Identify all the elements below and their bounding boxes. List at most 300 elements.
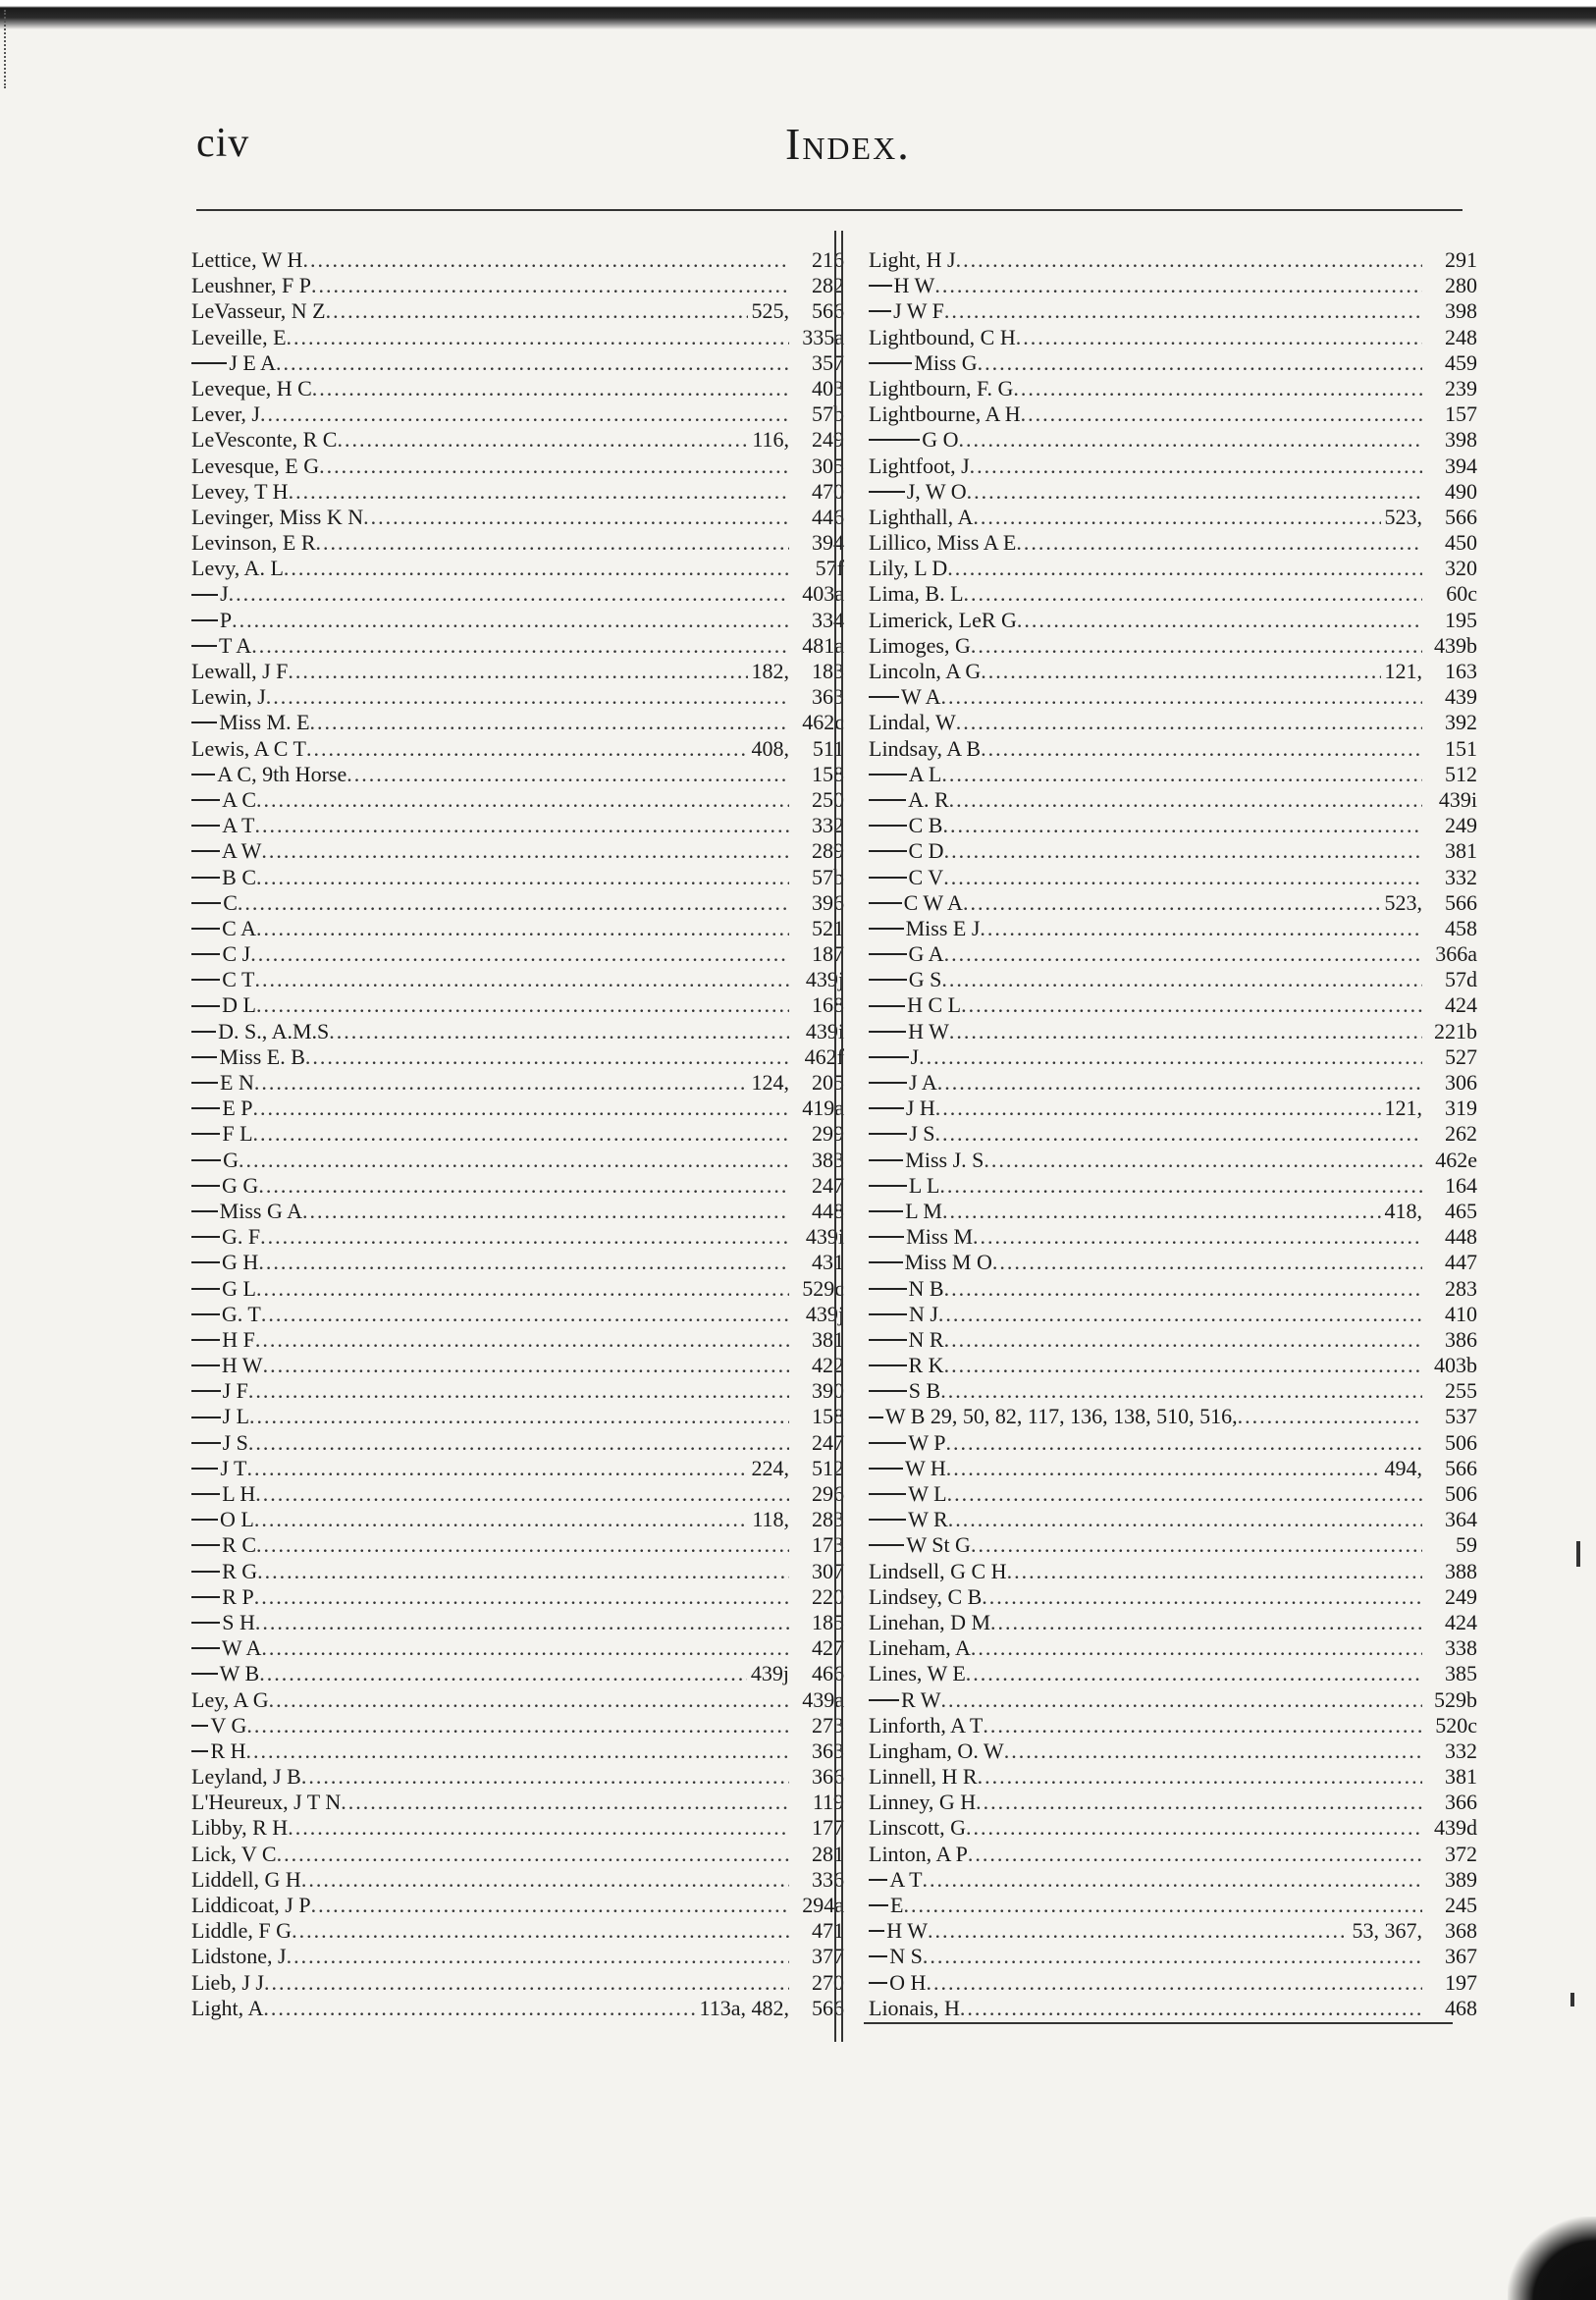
entry-name: Linforth, A T [869, 1712, 984, 1738]
dot-leader [264, 1970, 789, 1996]
index-entry [191, 1430, 844, 1456]
entry-page-number: 195 [1445, 607, 1477, 632]
entry-name: G [223, 1147, 239, 1172]
entry-page-number: 439i [805, 1018, 844, 1043]
entry-page-number: 450 [1445, 530, 1477, 556]
ditto-dash [191, 1313, 220, 1315]
dot-leader [301, 1764, 789, 1790]
entry-name: N R [908, 1326, 944, 1352]
entry-name: R C [222, 1532, 257, 1558]
entry-name: J W F [893, 298, 944, 324]
dot-leader [256, 916, 789, 941]
dot-leader [961, 992, 1422, 1018]
index-entry [869, 1404, 1477, 1429]
entry-name: G A [908, 941, 944, 967]
index-entry [869, 659, 1477, 684]
entry-page-number: 403 [812, 375, 844, 401]
entry-name: G H [222, 1250, 259, 1275]
dot-leader [923, 1944, 1422, 1969]
dot-leader [238, 890, 789, 916]
dot-leader [288, 659, 747, 684]
entry-name: R H [210, 1738, 246, 1763]
entry-name: Miss J. S [905, 1147, 984, 1172]
entry-page-number: 245 [1445, 1893, 1477, 1917]
dot-leader [944, 1327, 1422, 1353]
entry-page-number: 372 [1445, 1841, 1477, 1866]
index-entry [869, 454, 1477, 479]
index-entry [191, 890, 844, 916]
index-entry [869, 1224, 1477, 1250]
index-entry [869, 1764, 1477, 1790]
entry-name: Leyland, J B [191, 1764, 301, 1790]
index-entry [869, 1584, 1477, 1610]
entry-name: G. T [221, 1301, 261, 1326]
ditto-dash [869, 1364, 907, 1366]
entry-page-number: 462f [804, 1043, 844, 1069]
ditto-dash [869, 1442, 906, 1444]
dot-leader [919, 1044, 1422, 1070]
entry-page-number: 511 [812, 735, 844, 761]
entry-page-number: 319 [1445, 1096, 1477, 1121]
entry-name: Lidstone, J [191, 1944, 287, 1969]
index-entry [869, 865, 1477, 890]
ditto-dash [191, 1107, 220, 1109]
index-entry [191, 838, 844, 864]
dot-leader [239, 1148, 789, 1173]
index-entry [869, 325, 1477, 350]
dot-leader [941, 684, 1422, 710]
dot-leader [287, 325, 789, 350]
dot-leader [938, 1302, 1422, 1327]
entry-page-number: 158 [812, 761, 844, 786]
entry-name: H W [908, 1018, 949, 1043]
entry-page-number: 403a [802, 581, 844, 607]
dot-leader [1004, 1738, 1422, 1764]
index-entry [191, 1019, 844, 1044]
entry-name: Lineham, A [869, 1635, 971, 1661]
entry-name: C [223, 889, 238, 915]
entry-name: Levesque, E G [191, 453, 320, 478]
ditto-dash [191, 1673, 218, 1675]
entry-page-number: 364 [1445, 1507, 1477, 1532]
ditto-dash [869, 1031, 906, 1033]
index-entry [191, 1815, 844, 1841]
entry-name: N B [908, 1275, 944, 1301]
entry-name: A. R [908, 786, 949, 812]
entry-name: Lever, J [191, 401, 260, 427]
entry-page-number: 305 [812, 453, 844, 478]
entry-name: W P [908, 1429, 946, 1455]
entry-name: Miss E J [905, 915, 981, 940]
index-entry [191, 787, 844, 813]
dot-leader [255, 1481, 789, 1507]
dot-leader [934, 273, 1422, 298]
dot-leader [971, 1532, 1422, 1558]
ditto-dash [191, 594, 218, 596]
ditto-dash [191, 1417, 221, 1418]
ditto-dash [191, 979, 220, 981]
ditto-dash [869, 1261, 903, 1263]
entry-page-number: 419a [802, 1096, 844, 1121]
index-entry [869, 1918, 1477, 1944]
entry-name: Lightbourn, F. G [869, 375, 1014, 401]
entry-name: J, W O [906, 478, 967, 504]
entry-name: W R [908, 1507, 948, 1532]
ditto-dash [869, 362, 912, 364]
dot-leader [301, 1867, 789, 1893]
dot-leader [310, 710, 789, 735]
ditto-dash [191, 1493, 220, 1495]
entry-page-number: 247 [812, 1172, 844, 1198]
entry-name: LeVasseur, N Z [191, 298, 326, 324]
index-entry [869, 608, 1477, 633]
entry-page-number: 566 [1445, 1455, 1477, 1480]
entry-extra-pages: 121, [1384, 659, 1422, 683]
index-entry [869, 1148, 1477, 1173]
entry-name: W A [901, 684, 941, 710]
ditto-dash [869, 1390, 907, 1392]
dot-leader [288, 1815, 789, 1841]
ditto-dash [191, 1647, 220, 1649]
dot-leader [292, 1918, 789, 1944]
index-entry [191, 736, 844, 762]
entry-page-number: 520c [1435, 1712, 1477, 1738]
entry-page-number: 336 [812, 1866, 844, 1892]
index-entry [869, 247, 1477, 273]
dot-leader [967, 479, 1422, 505]
entry-page-number: 168 [812, 992, 844, 1018]
entry-page-number: 398 [1445, 298, 1477, 324]
index-column-left [191, 247, 844, 2021]
index-entry [191, 1378, 844, 1404]
index-entry [191, 247, 844, 273]
ditto-dash [191, 1596, 220, 1598]
index-entry [869, 479, 1477, 505]
dot-leader [978, 350, 1422, 376]
index-entry [191, 427, 844, 453]
ditto-dash [191, 1288, 220, 1290]
index-entry [869, 530, 1477, 556]
ditto-dash [869, 1159, 903, 1161]
ditto-dash [869, 877, 907, 879]
dot-leader [256, 865, 789, 890]
scan-edge-mark [1576, 1541, 1580, 1567]
entry-name: C B [908, 813, 943, 838]
index-entry [191, 454, 844, 479]
index-entry [191, 1224, 844, 1250]
dot-leader [246, 1713, 789, 1738]
entry-name: Lewis, A C T [191, 735, 306, 761]
dot-leader [306, 736, 748, 762]
dot-leader [248, 1430, 789, 1456]
entry-page-number: 283 [812, 1507, 844, 1532]
dot-leader [261, 1635, 789, 1661]
entry-extra-pages: 523, [1384, 504, 1422, 529]
index-entry [869, 1019, 1477, 1044]
ditto-dash [869, 953, 907, 955]
dot-leader [305, 1044, 789, 1070]
entry-page-number: 506 [1445, 1481, 1477, 1506]
entry-page-number: 357 [812, 349, 844, 375]
index-entry [191, 505, 844, 530]
dot-leader [947, 1481, 1422, 1507]
ditto-dash [869, 1519, 906, 1521]
dot-leader [248, 1378, 789, 1404]
scan-edge-mark [1570, 1993, 1574, 2006]
index-entry [191, 1121, 844, 1147]
ditto-dash [191, 1390, 221, 1392]
index-entry [869, 1276, 1477, 1302]
index-entry [869, 1121, 1477, 1147]
entry-name: S H [222, 1609, 255, 1634]
index-entry [869, 1327, 1477, 1353]
ditto-dash [191, 362, 227, 364]
entry-name: Liddle, F G [191, 1918, 293, 1944]
entry-page-number: 439 [1445, 684, 1477, 710]
entry-page-number: 512 [812, 1455, 844, 1480]
dot-leader [254, 967, 789, 992]
dot-leader [944, 298, 1422, 324]
ditto-dash [191, 1339, 220, 1341]
ditto-dash [869, 1082, 907, 1084]
entry-page-number: 385 [1445, 1661, 1477, 1686]
entry-page-number: 459 [1445, 349, 1477, 375]
entry-page-number: 566 [812, 298, 844, 324]
ditto-dash [191, 902, 221, 904]
entry-page-number: 566 [1445, 504, 1477, 529]
index-entry [191, 1070, 844, 1096]
entry-page-number: 163 [1445, 659, 1477, 683]
entry-page-number: 431 [812, 1250, 844, 1275]
entry-name: T A [218, 632, 252, 658]
entry-name: Light, A [191, 1995, 264, 2020]
entry-page-number: 157 [1445, 401, 1477, 427]
entry-extra-pages: 113a, 482, [699, 1995, 789, 2020]
dot-leader [1007, 1559, 1422, 1584]
entry-page-number: 332 [812, 813, 844, 838]
index-entry [191, 941, 844, 967]
entry-name: E [890, 1893, 904, 1917]
entry-page-number: 205 [812, 1070, 844, 1095]
dot-leader [276, 350, 789, 376]
entry-name: B C [222, 864, 257, 889]
index-entry [869, 505, 1477, 530]
entry-name: H W [886, 1918, 929, 1944]
entry-name: C D [908, 838, 944, 864]
entry-name: Miss M. E [219, 710, 310, 735]
entry-page-number: 216 [812, 247, 844, 272]
index-entry [191, 1661, 844, 1686]
entry-name: S B [908, 1378, 941, 1404]
entry-page-number: 381 [1445, 1764, 1477, 1790]
index-entry [869, 1867, 1477, 1893]
index-entry [869, 1456, 1477, 1481]
ditto-dash [869, 1210, 903, 1212]
dot-leader [257, 1559, 789, 1584]
dot-leader [256, 1276, 789, 1302]
dot-leader [990, 1610, 1422, 1635]
entry-page-number: 273 [812, 1712, 844, 1738]
dot-leader [941, 1687, 1422, 1713]
index-entry [869, 1250, 1477, 1275]
entry-page-number: 334 [812, 607, 844, 632]
ditto-dash [869, 1468, 903, 1470]
entry-name: W H [904, 1455, 946, 1480]
entry-name: C A [222, 915, 257, 940]
entry-name: E P [222, 1096, 253, 1121]
entry-name: J [220, 581, 229, 607]
dot-leader [949, 1019, 1422, 1044]
index-entry [191, 350, 844, 376]
index-entry [869, 376, 1477, 401]
entry-page-number: 410 [1445, 1301, 1477, 1326]
index-entry [869, 1661, 1477, 1686]
entry-page-number: 471 [812, 1918, 844, 1944]
entry-page-number: 248 [1445, 324, 1477, 349]
entry-page-number: 247 [812, 1429, 844, 1455]
dot-leader [311, 273, 789, 298]
entry-name: Libby, R H [191, 1815, 289, 1841]
dot-leader [935, 1121, 1422, 1147]
entry-extra-pages: 523, [1384, 889, 1422, 915]
dot-leader [1017, 608, 1422, 633]
dot-leader [966, 1661, 1422, 1686]
index-entry [191, 1842, 844, 1867]
dot-leader [976, 1790, 1422, 1815]
index-entry [869, 1199, 1477, 1224]
index-entry [191, 1302, 844, 1327]
entry-extra-pages: 494, [1384, 1455, 1422, 1480]
index-entry [869, 1996, 1477, 2021]
entry-name: J S [909, 1121, 935, 1147]
dot-leader [254, 1507, 748, 1532]
entry-extra-pages: 418, [1384, 1198, 1422, 1223]
index-entry [191, 916, 844, 941]
entry-name: Liddell, G H [191, 1866, 301, 1892]
index-entry [869, 1559, 1477, 1584]
index-entry [869, 1378, 1477, 1404]
ditto-dash [191, 619, 218, 621]
entry-page-number: 386 [1445, 1326, 1477, 1352]
entry-name: J F [222, 1378, 248, 1404]
entry-page-number: 529b [1434, 1686, 1477, 1712]
entry-page-number: 527 [1445, 1043, 1477, 1069]
dot-leader [256, 992, 789, 1018]
entry-name: Lightbound, C H [869, 324, 1016, 349]
index-entry [191, 1250, 844, 1275]
entry-page-number: 439j [805, 967, 844, 992]
entry-page-number: 183 [812, 659, 844, 683]
ditto-dash [869, 1288, 907, 1290]
entry-name: W L [908, 1481, 947, 1506]
entry-name: R G [222, 1558, 258, 1583]
ditto-dash [191, 1159, 221, 1161]
entry-page-number: 439j [805, 1301, 844, 1326]
entry-name: Levy, A. L [191, 556, 284, 581]
entry-page-number: 566 [1445, 889, 1477, 915]
entry-name: Levey, T H [191, 478, 289, 504]
ditto-dash [869, 928, 904, 930]
entry-page-number: 427 [812, 1635, 844, 1661]
entry-page-number: 396 [812, 889, 844, 915]
entry-page-number: 262 [1445, 1121, 1477, 1147]
dot-leader [947, 556, 1422, 581]
index-entry [191, 1918, 844, 1944]
index-entry [869, 1713, 1477, 1738]
index-entry [191, 1353, 844, 1378]
entry-name: Miss E. B [219, 1043, 305, 1069]
dot-leader [946, 1456, 1381, 1481]
entry-page-number: 173 [812, 1532, 844, 1558]
entry-name: R W [901, 1686, 941, 1712]
entry-page-number: 424 [1445, 992, 1477, 1018]
scan-edge-marks [4, 10, 26, 88]
index-entry [191, 633, 844, 659]
ditto-dash [191, 1468, 218, 1470]
entry-page-number: 332 [1445, 1738, 1477, 1763]
index-entry [869, 1507, 1477, 1532]
dot-leader [963, 890, 1381, 916]
entry-page-number: 512 [1445, 761, 1477, 786]
entry-name: G. F [221, 1224, 261, 1250]
ditto-dash [869, 285, 892, 287]
dot-leader [944, 838, 1422, 864]
dot-leader [970, 454, 1422, 479]
dot-leader [983, 1713, 1422, 1738]
entry-name: A C [222, 786, 257, 812]
entry-name: R P [222, 1583, 254, 1609]
ditto-dash [869, 1056, 909, 1058]
entry-page-number: 249 [812, 427, 844, 453]
entry-name: Lightbourne, A H [869, 401, 1021, 427]
dot-leader [978, 1764, 1422, 1790]
dot-leader [302, 1199, 789, 1224]
ditto-dash [869, 491, 905, 493]
entry-page-number: 306 [1445, 1070, 1477, 1095]
entry-page-number: 394 [812, 530, 844, 556]
ditto-dash [869, 1982, 887, 1984]
dot-leader [973, 505, 1380, 530]
entry-page-number: 158 [812, 1404, 844, 1429]
dot-leader [903, 1893, 1422, 1918]
entry-page-number: 446 [812, 504, 844, 529]
entry-page-number: 439i [1438, 786, 1477, 812]
entry-name: G S [908, 967, 942, 992]
entry-name: Linehan, D M [869, 1609, 991, 1634]
entry-name: G L [222, 1275, 256, 1301]
entry-name: H W [893, 273, 935, 298]
index-entry [191, 1532, 844, 1558]
index-entry [869, 1481, 1477, 1507]
entry-name: V G [210, 1712, 247, 1738]
entry-page-number: 506 [1445, 1429, 1477, 1455]
entry-name: J S [222, 1429, 248, 1455]
ditto-dash [869, 850, 907, 852]
index-entry [191, 376, 844, 401]
entry-extra-pages: 525, [751, 298, 789, 324]
dot-leader [1021, 401, 1422, 427]
entry-page-number: 392 [1445, 710, 1477, 735]
index-entry [869, 1044, 1477, 1070]
entry-page-number: 197 [1445, 1969, 1477, 1995]
entry-page-number: 363 [812, 684, 844, 710]
entry-name: Lindsay, A B [869, 735, 982, 761]
ditto-dash [191, 1236, 220, 1238]
index-entry [869, 787, 1477, 813]
entry-page-number: 366 [1445, 1790, 1477, 1815]
entry-page-number: 289 [812, 838, 844, 864]
ditto-dash [191, 850, 220, 852]
